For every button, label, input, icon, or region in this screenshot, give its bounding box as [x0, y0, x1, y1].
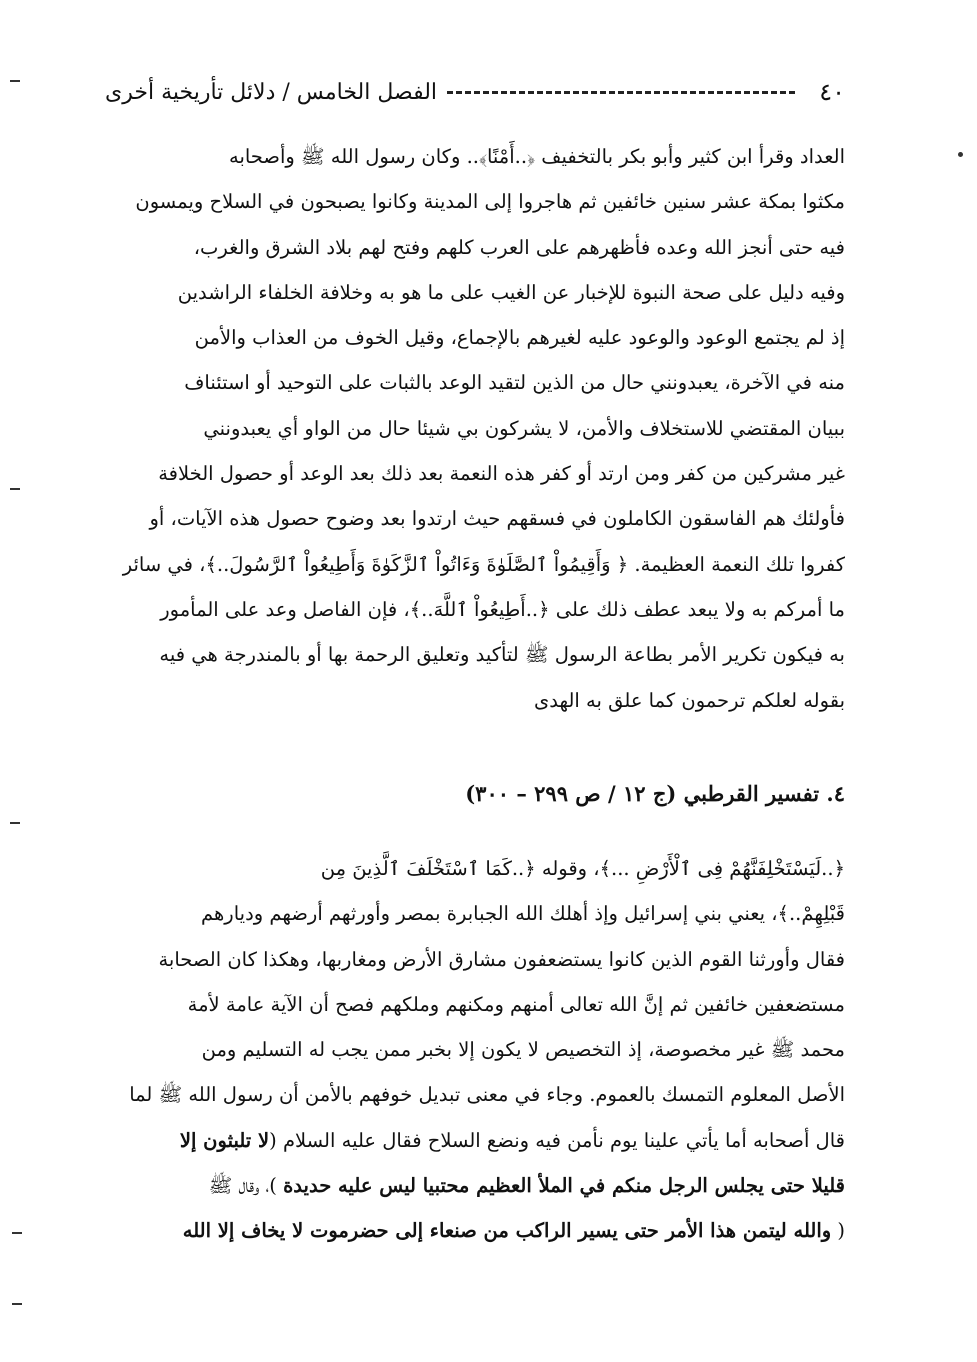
page-header — [105, 70, 845, 114]
text-line: الأصل المعلوم التمسك بالعموم. وجاء في معنى تبديل خوفهم بالأمن أن رسول الله ﷺ لما — [129, 1083, 845, 1107]
scan-margin-mark — [12, 1303, 22, 1305]
text-line: غير مشركين من كفر ومن ارتد أو كفر هذه النعمة بعد ذلك بعد الوعد أو حصول الخلافة — [158, 462, 845, 486]
text-line: قَبْلِهِمْ..﴾، يعني بني إسرائيل وإذ أهلك الله الجبابرة بمصر وأورثهم أرضهم وديارهم — [201, 902, 845, 926]
text-line: ما أمركم به ولا يبعد عطف ذلك على ﴿..أَطِيعُواْ ٱللَّهَ..﴾، فإن الفاصل وعد على المأمور — [160, 597, 845, 621]
paragraph-1 — [105, 134, 845, 723]
scan-margin-mark — [10, 822, 20, 824]
text-line: كفروا تلك النعمة العظيمة. ﴿ وَأَقِيمُواْ ٱلصَّلَوٰةَ وَءَاتُواْ ٱلزَّكَوٰةَ وَأَطِيعُواْ ٱلرَّسُولَ..﴾، في سائر — [122, 552, 845, 576]
hadith-quote: لا تلبثون إلا — [179, 1128, 270, 1152]
text-segment: )، وقال ﷺ — [208, 1174, 284, 1198]
text-segment: قال أصحابه أما يأتي علينا يوم نأمن فيه ونضع السلاح فقال عليه السلام ( — [269, 1128, 845, 1152]
text-line: فيه حتى أنجز الله وعده فأظهرهم على العرب كلهم وفتح لهم بلاد الشرق والغرب، — [193, 235, 845, 259]
scan-margin-mark — [958, 152, 963, 157]
text-line: مستضعفين خائفين ثم إنَّ الله تعالى أمنهم ومكنهم وملكهم فصح أن الآية عامة لأمة — [187, 992, 845, 1016]
scan-margin-mark — [12, 1232, 22, 1234]
text-line: إذ لم يجتمع الوعود والوعود عليه لغيرهم بالإجماع، وقيل الخوف من العذاب والأمن — [194, 326, 845, 350]
chapter-title: الفصل الخامس / دلائل تأريخية أخرى — [105, 79, 438, 105]
paragraph-2 — [105, 846, 845, 1254]
text-line: فقال وأورثنا القوم الذين كانوا يستضعفون مشارق الأرض ومغاربها، وهكذا كان الصحابة — [158, 947, 845, 971]
text-line: بقوله لعلكم ترحمون كما علق به الهدى — [534, 688, 845, 712]
text-line: محمد ﷺ غير مخصوصة، إذ التخصيص لا يكون إلا بخبر ممن يجب له التسليم ومن — [201, 1038, 845, 1062]
page-number: ٤٠ — [819, 78, 845, 106]
text-line — [105, 1163, 845, 1208]
text-segment: ( — [831, 1219, 845, 1243]
text-line: مكثوا بمكة عشر سنين خائفين ثم هاجروا إلى المدينة وكانوا يصبحون في السلاح ويمسون — [135, 190, 845, 214]
scan-margin-mark — [10, 488, 20, 490]
section-heading: ٤. تفسير القرطبي (ج ١٢ / ص ٢٩٩ – ٣٠٠) — [465, 781, 845, 806]
text-line: العداد وقرأ ابن كثير وأبو بكر بالتخفيف ﴿..أَمْنًا﴾.. وكان رسول الله ﷺ وأصحابه — [228, 145, 845, 168]
hadith-quote: والله ليتمن هذا الأمر حتى يسير الراكب من صنعاء إلى حضرموت لا يخاف إلا الله — [182, 1219, 832, 1243]
text-line — [105, 1208, 845, 1253]
scan-margin-mark — [10, 80, 20, 82]
text-line: منه في الآخرة، يعبدونني حال من الذين لتقيد الوعد بالثبات على التوحيد أو استئناف — [184, 371, 845, 395]
text-line: ﴿..لَيَسْتَخْلِفَنَّهُمْ فِى ٱلْأَرْضِ ...﴾، وقوله ﴿..كَمَا ٱسْتَخْلَفَ ٱلَّذِينَ مِن — [320, 857, 845, 880]
text-line — [105, 1118, 845, 1163]
hadith-quote: قليلا حتى يجلس الرجل منكم في الملأ العظيم محتبيا ليس عليه حديدة — [283, 1174, 845, 1198]
text-line: فأولئك هم الفاسقون الكاملون في فسقهم حيث ارتدوا بعد وضوح حصول هذه الآيات، أو — [149, 507, 845, 531]
text-line: وفيه دليل على صحة النبوة للإخبار عن الغيب على ما هو به وخلافة الخلفاء الراشدين — [177, 280, 845, 304]
text-line: ببيان المقتضي للاستخلاف والأمن، لا يشركون بي شيئا حال من الواو أي يعبدونني — [203, 416, 845, 440]
header-dashed-rule — [447, 91, 795, 94]
text-line: به فيكون تكرير الأمر بطاعة الرسول ﷺ لتأكيد وتعليق الرحمة بها أو بالمندرجة هي فيه — [159, 643, 845, 667]
